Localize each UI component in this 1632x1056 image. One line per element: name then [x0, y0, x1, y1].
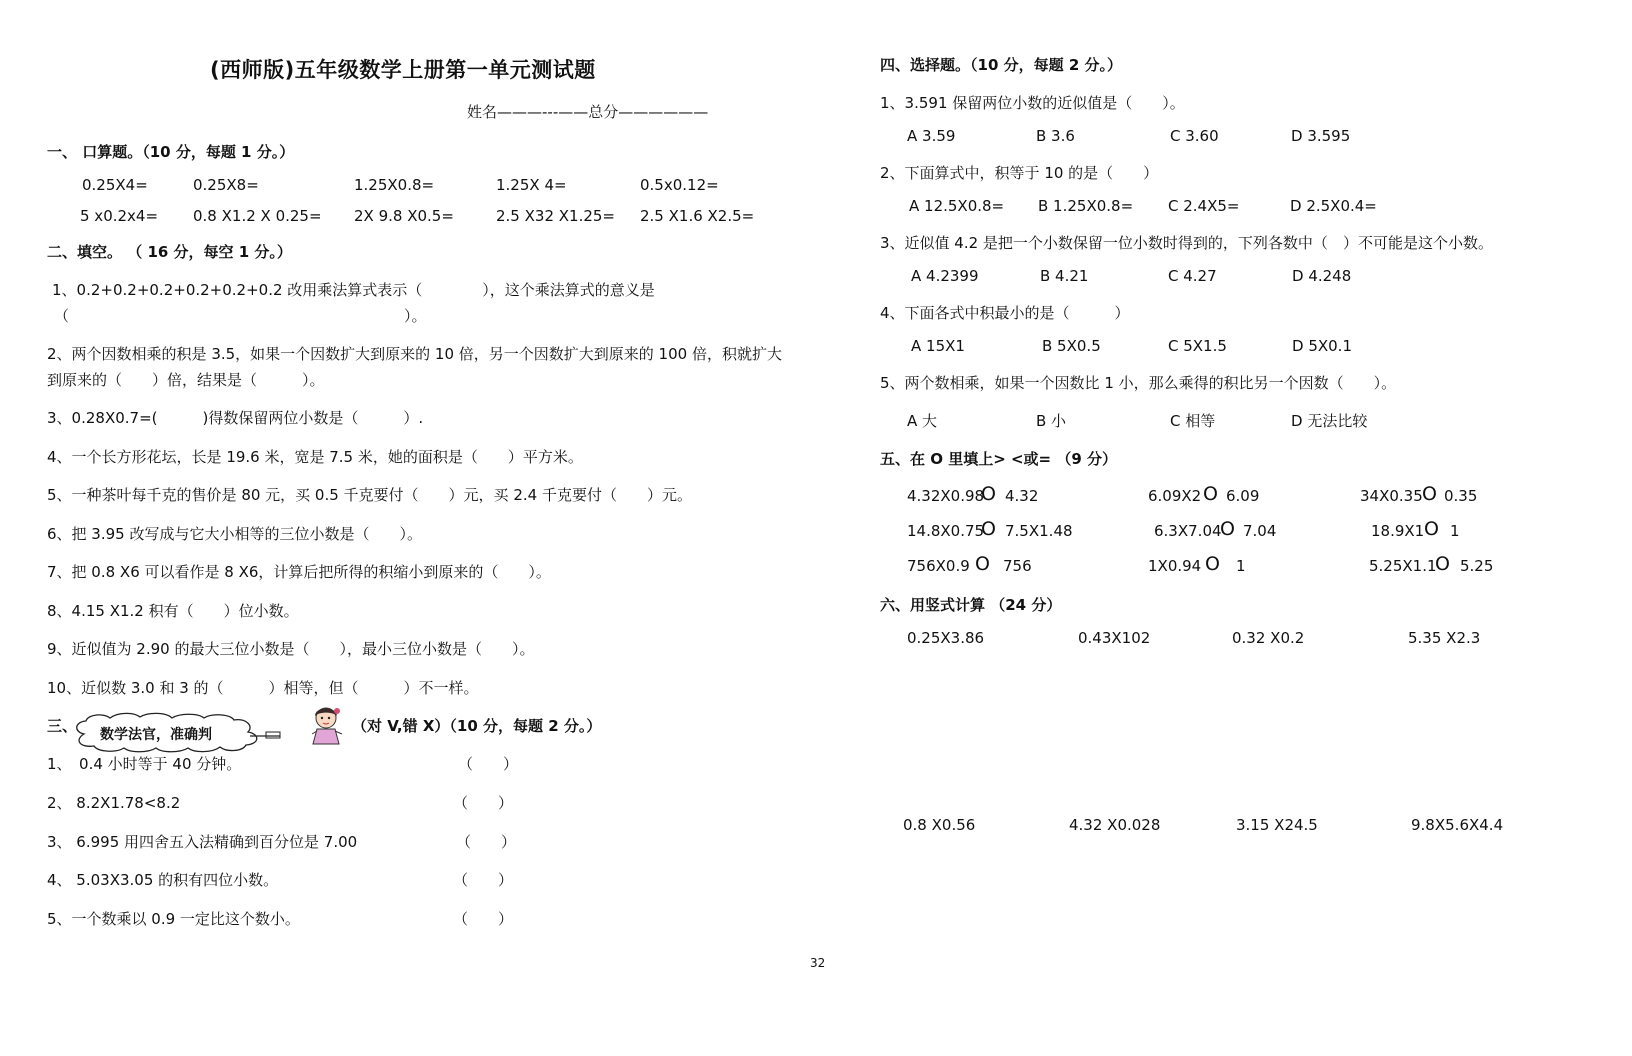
compare-left: 1X0.94 [1148, 557, 1202, 575]
fill-question-2-cont: 到原来的（ ）倍，结果是（ ）。 [47, 371, 325, 389]
vertical-calc-item: 0.43X102 [1078, 629, 1151, 647]
section-3-number: 三、 [47, 717, 78, 735]
compare-right: 5.25 [1460, 557, 1494, 575]
compare-circle: O [981, 518, 996, 540]
fill-question-5: 5、一种茶叶每千克的售价是 80 元，买 0.5 千克要付（ ）元，买 2.4 千克要付（ ）元。 [47, 486, 692, 504]
judge-item-5: 5、一个数乘以 0.9 一定比这个数小。 [47, 910, 300, 928]
girl-mascot-icon [306, 704, 348, 748]
cloud-banner-text: 数学法官，准确判 [100, 727, 212, 743]
section-2-heading: 二、填空。 （ 16 分，每空 1 分。） [47, 243, 292, 261]
choice-option: A 12.5X0.8= [909, 197, 1005, 215]
compare-circle: O [1424, 518, 1439, 540]
judge-item-2: 2、 8.2X1.78<8.2 [47, 794, 181, 812]
choice-option: B 4.21 [1040, 267, 1089, 285]
choice-option: D 5X0.1 [1292, 337, 1352, 355]
fill-question-9: 9、近似值为 2.90 的最大三位小数是（ ），最小三位小数是（ ）。 [47, 640, 535, 658]
compare-left: 18.9X1 [1371, 522, 1425, 540]
fill-question-7: 7、把 0.8 X6 可以看作是 8 X6，计算后把所得的积缩小到原来的（ ）。 [47, 563, 551, 581]
choice-option: D 3.595 [1291, 127, 1351, 145]
fill-question-8: 8、4.15 X1.2 积有（ ）位小数。 [47, 602, 299, 620]
section-4-heading: 四、选择题。（10 分，每题 2 分。） [880, 56, 1122, 74]
section-6-heading: 六、用竖式计算 （24 分） [880, 596, 1062, 614]
section-1-heading: 一、 口算题。（10 分，每题 1 分。） [47, 143, 295, 161]
choice-option: B 小 [1036, 412, 1067, 430]
name-score-line: 姓名———---——总分—————— [467, 103, 709, 121]
vertical-calc-item: 3.15 X24.5 [1236, 816, 1318, 834]
choice-question-2: 2、下面算式中，积等于 10 的是（ ） [880, 164, 1159, 182]
oral-calc-item: 0.25X8= [193, 176, 259, 194]
judge-paren-1: （ ） [458, 755, 519, 773]
compare-circle: O [1422, 483, 1437, 505]
compare-right: 7.04 [1243, 522, 1277, 540]
compare-right: 6.09 [1226, 487, 1260, 505]
fill-question-6: 6、把 3.95 改写成与它大小相等的三位小数是（ ）。 [47, 525, 422, 543]
compare-circle: O [1205, 553, 1220, 575]
compare-left: 5.25X1.1 [1369, 557, 1437, 575]
vertical-calc-item: 5.35 X2.3 [1408, 629, 1481, 647]
oral-calc-item: 0.8 X1.2 X 0.25= [193, 207, 322, 225]
fill-question-1-open: （ [54, 307, 70, 325]
choice-option: C 5X1.5 [1168, 337, 1227, 355]
judge-item-4: 4、 5.03X3.05 的积有四位小数。 [47, 871, 279, 889]
choice-question-4: 4、下面各式中积最小的是（ ） [880, 304, 1130, 322]
compare-right: 1 [1236, 557, 1246, 575]
oral-calc-item: 0.25X4= [82, 176, 148, 194]
fill-question-4: 4、一个长方形花坛，长是 19.6 米，宽是 7.5 米，她的面积是（ ）平方米。 [47, 448, 583, 466]
judge-paren-5: （ ） [453, 910, 514, 928]
compare-right: 7.5X1.48 [1005, 522, 1073, 540]
choice-option: A 大 [907, 412, 938, 430]
fill-question-1-close: ）。 [404, 307, 427, 325]
oral-calc-item: 1.25X 4= [496, 176, 567, 194]
compare-right: 4.32 [1005, 487, 1039, 505]
section-3-heading: （对 V,错 X）（10 分，每题 2 分。） [352, 717, 602, 735]
vertical-calc-item: 0.25X3.86 [907, 629, 985, 647]
judge-paren-2: （ ） [453, 794, 514, 812]
judge-item-1: 1、 0.4 小时等于 40 分钟。 [47, 755, 242, 773]
choice-option: B 5X0.5 [1042, 337, 1101, 355]
compare-left: 756X0.9 [907, 557, 970, 575]
compare-left: 34X0.35 [1360, 487, 1423, 505]
judge-paren-4: （ ） [453, 871, 514, 889]
compare-right: 0.35 [1444, 487, 1478, 505]
compare-circle: O [1220, 518, 1235, 540]
compare-circle: O [1203, 483, 1218, 505]
choice-option: C 3.60 [1170, 127, 1219, 145]
choice-option: D 2.5X0.4= [1290, 197, 1377, 215]
compare-left: 6.3X7.04 [1154, 522, 1222, 540]
compare-right: 756 [1003, 557, 1032, 575]
compare-right: 1 [1450, 522, 1460, 540]
judge-paren-3: （ ） [456, 833, 517, 851]
choice-option: C 4.27 [1168, 267, 1217, 285]
compare-circle: O [975, 553, 990, 575]
oral-calc-item: 2.5 X1.6 X2.5= [640, 207, 755, 225]
choice-option: D 4.248 [1292, 267, 1352, 285]
choice-option: B 3.6 [1036, 127, 1075, 145]
choice-option: C 相等 [1170, 412, 1216, 430]
page-title: (西师版)五年级数学上册第一单元测试题 [210, 58, 596, 82]
compare-circle: O [1435, 553, 1450, 575]
choice-question-1: 1、3.591 保留两位小数的近似值是（ ）。 [880, 94, 1185, 112]
oral-calc-item: 2.5 X32 X1.25= [496, 207, 615, 225]
fill-question-1: 1、0.2+0.2+0.2+0.2+0.2+0.2 改用乘法算式表示（ ），这个乘法算式的意义是 [52, 281, 655, 299]
oral-calc-item: 0.5x0.12= [640, 176, 719, 194]
choice-question-5: 5、两个数相乘，如果一个因数比 1 小，那么乘得的积比另一个因数（ ）。 [880, 374, 1397, 392]
choice-option: A 4.2399 [911, 267, 979, 285]
judge-item-3: 3、 6.995 用四舍五入法精确到百分位是 7.00 [47, 833, 358, 851]
choice-option: A 3.59 [907, 127, 956, 145]
vertical-calc-item: 0.8 X0.56 [903, 816, 976, 834]
oral-calc-item: 1.25X0.8= [354, 176, 435, 194]
choice-option: D 无法比较 [1291, 412, 1368, 430]
choice-option: C 2.4X5= [1168, 197, 1240, 215]
compare-left: 4.32X0.98 [907, 487, 985, 505]
compare-circle: O [981, 483, 996, 505]
page-number: 32 [810, 956, 826, 970]
compare-left: 14.8X0.75 [907, 522, 985, 540]
oral-calc-item: 5 x0.2x4= [80, 207, 159, 225]
compare-left: 6.09X2 [1148, 487, 1202, 505]
choice-option: B 1.25X0.8= [1038, 197, 1134, 215]
section-5-heading: 五、在 O 里填上> <或= （9 分） [880, 450, 1118, 468]
choice-option: A 15X1 [911, 337, 965, 355]
fill-question-2: 2、两个因数相乘的积是 3.5，如果一个因数扩大到原来的 10 倍，另一个因数扩大到原来的 100 倍，积就扩大 [47, 345, 782, 363]
oral-calc-item: 2X 9.8 X0.5= [354, 207, 454, 225]
vertical-calc-item: 9.8X5.6X4.4 [1411, 816, 1504, 834]
choice-question-3: 3、近似值 4.2 是把一个小数保留一位小数时得到的，下列各数中（ ）不可能是这个小数。 [880, 234, 1493, 252]
fill-question-3: 3、0.28X0.7=( )得数保留两位小数是（ ）. [47, 409, 424, 427]
fill-question-10: 10、近似数 3.0 和 3 的（ ）相等，但（ ）不一样。 [47, 679, 479, 697]
vertical-calc-item: 4.32 X0.028 [1069, 816, 1161, 834]
vertical-calc-item: 0.32 X0.2 [1232, 629, 1305, 647]
